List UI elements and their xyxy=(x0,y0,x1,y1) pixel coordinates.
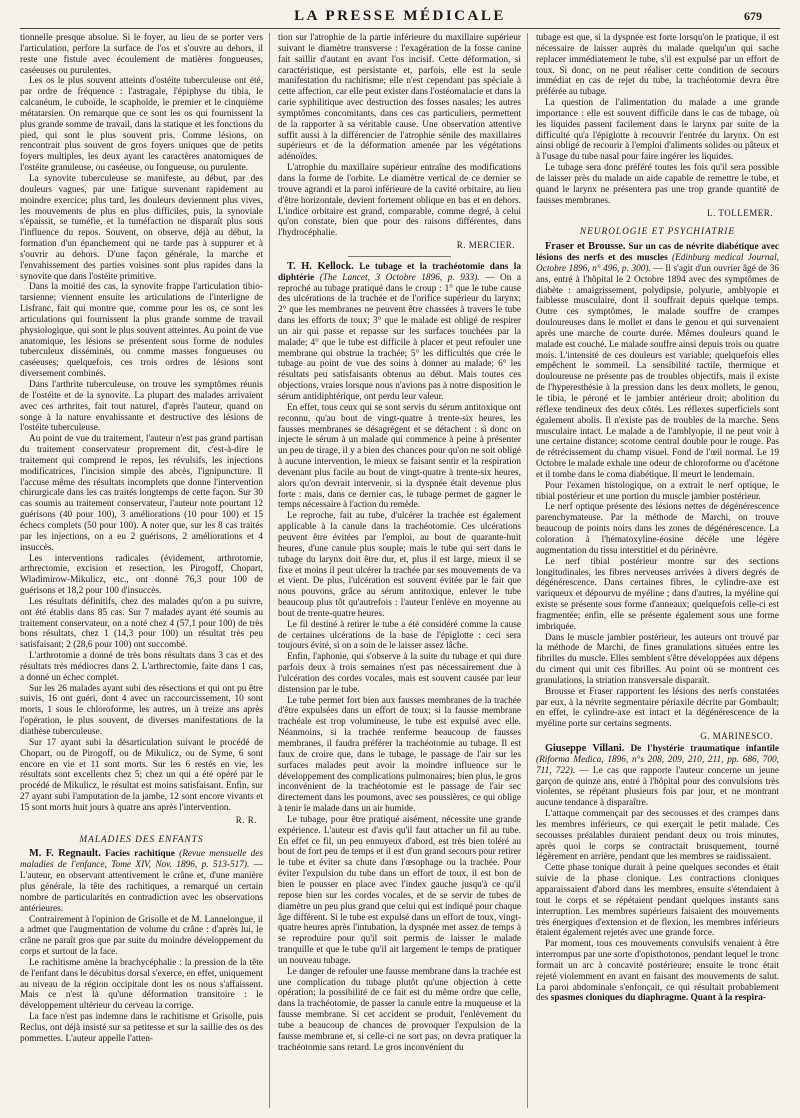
article-lead xyxy=(536,242,779,481)
separator-rule xyxy=(348,256,451,257)
paragraph: L'atrophie du maxillaire supérieur entraîne des modifications dans la forme de l'orbite. Le diamètre vertical de ce dernier se trouve agrandi et la paroi inférieure de la cavité orbitaire, au lieu d'être horizontale, devient fortement oblique en bas et en dehors. L'indice orbitaire est grand, comparable, comme degré, à celui qu'on constate, bien que pour des raisons différentes, dans l'hydrocéphalie. xyxy=(278,163,521,239)
signature: G. MARINESCO. xyxy=(700,731,773,742)
paragraph: Le rachitisme amène la brachycéphalie : la pression de la tête de l'enfant dans le décubitus dorsal s'exerce, en effet, uniquement au niveau de la région occipitale dont les os nous s'affaissent. Mais ce n'est là qu'une déformation transitoire : le développement ultérieur du cerveau la corrige. xyxy=(20,957,263,1012)
article-author: Fraser et Brousse. xyxy=(545,241,626,253)
column-divider xyxy=(269,33,270,1108)
section-heading: MALADIES DES ENFANTS xyxy=(79,834,204,845)
column-3 xyxy=(536,33,779,1111)
paragraph: Le fil destiné à retirer le tube a été considéré comme la cause de certaines ulcérations de la base de l'épiglotte : ceci sera toujours évité, si on a soin de le laisser assez lâche. xyxy=(278,619,521,652)
article-reference: (Riforma Medica, 1896, n°s 208, 209, 210, 211, pp. 686, 700, 711, 722). xyxy=(536,754,779,776)
article-author: Giuseppe Villani. xyxy=(545,743,625,754)
paragraph: Dans l'arthrite tuberculeuse, on trouve les symptômes réunis de l'ostéite et de la synovite. La plupart des malades arrivaient avec ces arthrites, fait tout naturel, d'après l'auteur, quand on songe à la nature envahissante et destructive des lésions de l'ostéite tuberculeuse. xyxy=(20,380,263,434)
page-number: 679 xyxy=(744,9,762,23)
article-text: — On a reproché au tubage pratiqué dans le croup : 1° que le tube cause des ulcérations de la trachée et de l'orifice supérieur du larynx; 2° que les membranes ne peuvent être chassées à travers le tube dans les efforts de toux; 3° que le malade est obligé de respirer un air qui passe et repasse sur les surfaces touchées par la malade; 4° que le tube est difficile à placer et peut refouler une membrane qui obstrue la trachée; 5° les difficultés que crée le tubage au point de vue des soins à donner au malade; 6° les résultats peu satisfaisants obtenus au début. Mais toutes ces objections, vraies lorsque nous n'avions pas à notre disposition le sérum antidiphtérique, ont perdu leur valeur. xyxy=(278,272,521,402)
paragraph: Brousse et Fraser rapportent les lésions des nerfs constatées par eux, à la névrite segmentaire périaxile décrite par Gombault; en effet, le cylindre-axe est intact et la dégénérescence de la myéline porte sur certains segments. xyxy=(536,686,779,730)
paragraph: Pour l'examen histologique, on a extrait le nerf optique, le tibial postérieur et une portion du muscle jambier postérieur. xyxy=(536,480,779,502)
article-title: Le tubage et la trachéotomie dans la diphtérie xyxy=(278,261,521,283)
article-title: De l'hystérie traumatique infantile xyxy=(630,744,779,754)
paragraph: Le nerf optique présente des lésions nettes de dégénérescence parenchymateuse. Par la méthode de Marchi, on trouve beaucoup de points noirs dans les zones de dégénérescence. La coloration à l'hématoxyline-éosine décèle une légère augmentation du tissu interstitiel et du périnèvre. xyxy=(536,502,779,556)
column-2 xyxy=(278,33,521,1111)
paragraph: tionnelle presque absolue. Si le foyer, au lieu de se porter vers l'articulation, perfore la surface de l'os et s'ouvre au dehors, il reste une fistule avec écoulement de matières fongueuses, caséeuses ou purulentes. xyxy=(20,33,263,76)
paragraph: La synovite tuberculeuse se manifeste, au début, par des douleurs vagues, par une fatigue survenant rapidement au moindre exercice; plus tard, les douleurs deviennent plus vives, les mouvements de plus en plus difficiles, puis, la synoviale s'épaissit, se tuméfie, et la tuméfaction ne disparaît plus sous l'influence du repos. Souvent, on observe, déjà au début, la formation d'un épanchement qui ne tarde pas à suppurer et à s'ouvrir au dehors. D'une façon générale, la marche et l'envahissement des parties voisines sont plus rapides dans la synovite que dans l'ostéite primitive. xyxy=(20,173,263,282)
paragraph: Le reproche, fait au tube, d'ulcérer la trachée est également applicable à la canule dans la trachéotomie. Ces ulcérations peuvent être évitées par l'emploi, au bout de quarante-huit heures, d'une canule plus souple; mais le tube qui sert dans le tubage du larynx doit être dur, et, plus il est large, mieux il se fixe et moins il peut ulcérer la trachée par ses mouvements de va et vient. De plus, l'ulcération est souvent évitée par le fait que nous pouvons, grâce au sérum antitoxique, enlever le tube beaucoup plus tôt qu'autrefois : l'auteur l'enlève en moyenne au bout de trente-quatre heures. xyxy=(278,511,521,619)
header-rule xyxy=(20,28,780,29)
article-text: — L'auteur, en observant attentivement le crâne et, d'une manière plus générale, la tête des rachitiques, a remarqué un certain nombre de particularités en contradiction avec les observations antérieures. xyxy=(20,860,263,914)
article-reference: (Revue mensuelle des maladies de l'enfance, Tome XIV, Nov. 1896, p. 513-517). xyxy=(20,849,263,871)
paragraph: Le tubage sera donc préféré toutes les fois qu'il sera possible de laisser près du malade un aide capable de remettre le tube, et quand le larynx ne présentera pas une trop grande quantité de fausses membranes. xyxy=(536,163,779,206)
paragraph: Le nerf tibial postérieur montre sur des sections longitudinales, les fibres nerveuses arrivées à divers degrés de dégénérescence. Dans certaines fibres, le cylindre-axe est variqueux et dépourvu de myéline ; dans d'autres, la myéline qui existe se présente sous forme d'anneaux; quelquefois celle-ci est fragmentée; enfin, elle se présente également sous une forme imbriquée. xyxy=(536,556,779,632)
paragraph-text: Par moment, tous ces mouvements convulsifs venaient à être interrompus par une sorte d'opisthotonos, pendant lequel le tronc formait un arc à concavité postérieure; ensuite le tronc était rejeté violemment en avant en faisant des mouvements de salut. La paroi abdominale s'enfonçait, ce qui résultait probablement des xyxy=(536,939,779,1004)
paragraph: L'arthrotomie a donné de très bons résultats dans 3 cas et des résultats très médiocres dans 2. L'arthrectomie, faite dans 1 cas, a donné un échec complet. xyxy=(20,651,263,683)
paragraph: Sur 17 ayant subi la désarticulation suivant le procédé de Chopart, ou de Pirogoff, ou de Mikulicz, ou de Syme, 6 sont encore en vie et 11 sont morts. Sur les 6 restés en vie, les résultats sont excellents chez 5; chez un qui a été opéré par le procédé de Mikulicz, le résultat est moins satisfaisant. Enfin, sur 27 ayant subi l'amputation de la jambe, 12 sont encore vivants et 15 sont morts huit jours à quatre ans après l'intervention. xyxy=(20,737,263,813)
paragraph: Sur les 26 malades ayant subi des résections et qui ont pu être suivis, 16 ont guéri, dont 4 avec un raccourcissement, 10 sont morts, 1 sous le chloroforme, les autres, un à treize ans après l'opération, le plus souvent, de diverses manifestations de la diathèse tuberculeuse. xyxy=(20,683,263,737)
journal-title: LA PRESSE MÉDICALE xyxy=(294,8,506,24)
paragraph: Les os le plus souvent atteints d'ostéite tuberculeuse ont été, par ordre de fréquence : l'astragale, l'épiphyse du tibia, le calcanéum, le cuboïde, le scaphoïde, le premier et le cinquième métatarsien. On remarque que ce sont les os qui fournissent la plus grande somme de travail, dans la statique et les fonctions du pied, qui sont le plus souvent pris. Comme lésions, on rencontrait plus souvent de gros foyers uniques que de petits foyers multiples, les deux ayant les caractères anatomiques de l'ostéite granuleuse, ou caséeuse, ou fongueuse, ou purulente. xyxy=(20,76,263,174)
paragraph xyxy=(536,939,779,1004)
page-header xyxy=(20,6,780,26)
paragraph: En effet, tous ceux qui se sont servis du sérum antitoxique ont reconnu, qu'au bout de vingt-quatre à trente-six heures, les fausses membranes se désagrègent et se détachent : si donc on injecte le sérum à un malade qui commence à peine à présenter un peu de tirage, il y a bien des chances pour qu'on ne soit obligé à aucune intervention, le mieux se faisant sentir et la respiration devenant plus facile au bout de vingt-quatre à trente-six heures, alors qu'on devrait intervenir, si la dyspnée était devenue plus forte : mais, dans ce dernier cas, le tubage permet de gagner le temps nécessaire à l'action du remède. xyxy=(278,402,521,511)
paragraph: tubage est que, si la dyspnée est forte lorsqu'on le pratique, il est nécessaire de laisser auprès du malade quelqu'un qui sache replacer immédiatement le tube, s'il est expulsé par un effort de toux. Si donc, on ne peut réaliser cette condition de secours immédiat en cas de rejet du tube, la trachéotomie devra être préférée au tubage. xyxy=(536,33,779,98)
column-divider xyxy=(527,33,528,1108)
signature: L. TOLLEMER. xyxy=(707,207,773,218)
paragraph: Le danger de refouler une fausse membrane dans la trachée est une complication du tubage plutôt qu'une objection à cette opération; la possibilité de ce fait est du même ordre que celle, dans la trachéotomie, de passer la canule entre la muqueuse et la fausse membrane. Si cet accident se produit, l'enlèvement du tube a beaucoup de chances de provoquer l'expulsion de la fausse membrane et, si celle-ci ne sort pas, on devra pratiquer la trachéotomie sans retard. Le gros inconvénient du xyxy=(278,966,521,1053)
article-text: — Il s'agit d'un ouvrier âgé de 36 ans, entré à l'hôpital le 2 Octobre 1894 avec des symptômes de diabète : amaigrissement, polydipsie, polyurie, amblyopie et faiblesse musculaire, dont il souffrait depuis quelque temps. Outre ces symptômes, le malade souffre de crampes douloureuses dans le mollet et dans le genou et qui survenaient après une marche de courte durée. Mêmes douleurs quand le malade est couché. Le malade souffre ainsi depuis trois ou quatre mois. L'intensité de ces douleurs est variable; quelquefois elles empêchent le sommeil. La sensibilité tactile, thermique et douloureuse ne présente pas de troubles objectifs, mais il existe de l'hyperesthésie à la pression dans les deux mollets, le genou, le tibia, le péroné et le jambier antérieur droit; abolition du réflexe tendineux des deux côtés. Les réflexes superficiels sont également abolis. Il n'existe pas de troubles de la marche. Sens musculaire intact. Le malade a de l'amblyopie, il ne peut voir à une certaine distance; scotome central double pour le rouge. Pas de rétrécissement du champ visuel. Fond de l'œil normal. Le 19 Octobre le malade exhale une odeur de chloroforme ou d'acétone et il tombe dans le coma diabétique. Il meurt le lendemain. xyxy=(536,263,779,480)
section-heading: NEUROLOGIE ET PSYCHIATRIE xyxy=(579,227,736,238)
paragraph: La face n'est pas indemne dans le rachitisme et Grisolle, puis Reclus, ont déjà insisté sur sa petitesse et sur la saillie des os des pommettes. L'auteur appelle l'atten- xyxy=(20,1012,263,1044)
paragraph: Enfin, l'aphonie, qui s'observe à la suite du tubage et qui dure parfois deux à trois semaines n'est pas nécessairement due à l'ulcération des cordes vocales, mais est souvent causée par leur distension par le tube. xyxy=(278,652,521,695)
article-lead xyxy=(278,262,521,403)
column-1 xyxy=(20,33,263,1111)
article-author: M. F. Regnault. xyxy=(29,848,101,860)
article-reference: (Edinburg medical Journal, Octobre 1896, n° 496, p. 300). xyxy=(536,253,779,274)
article-reference: (The Lancet, 3 Octobre 1896, p. 933). xyxy=(319,272,480,283)
article-title: Facies rachitique xyxy=(105,849,175,860)
article-lead xyxy=(20,849,263,914)
paragraph: Les résultats définitifs, chez des malades qu'on a pu suivre, ont été établis dans 85 cas. Sur 7 malades ayant été soumis au traitement conservateur, on a noté chez 4 (57,1 pour 100) de très bons résultats, chez 1 (14,3 pour 100) un résultat très peu satisfaisant; 2 (28,6 pour 100) ont succombé. xyxy=(20,596,263,651)
paragraph: Cette phase tonique durait à peine quelques secondes et était suivie de la phase clonique. Les contractions cloniques apparaissaient d'abord dans les membres, ensuite s'étendaient à tout le corps et se répétaient pendant quelques instants sans interruption. Les membres supérieurs faisaient des mouvements très énergiques d'extension et de flexion, les membres inférieurs étaient également rejetés avec une grande force. xyxy=(536,863,779,939)
paragraph: Le tube permet fort bien aux fausses membranes de la trachée d'être expulsées dans un effort de toux; si la fausse membrane trachéale est trop volumineuse, le tube est expulsé avec elle. Néanmoins, si la trachée renferme beaucoup de fausses membranes, il faudra préférer la trachéotomie au tubage. Il est faux de croire que, dans le tubage, le passage de l'air sur les surfaces malades peut avoir la moindre influence sur le développement des complications pulmonaires; bien plus, le gros inconvénient de la trachéotomie est le passage de l'air sec directement dans les poumons, avec ses poussières, ce qui oblige à tenir le malade dans un air humide. xyxy=(278,695,521,815)
paragraph: La question de l'alimentation du malade a une grande importance : elle est souvent difficile dans le cas de tubage, où les liquides passent facilement dans le larynx par suite de la difficulté qu'a l'épiglotte à recouvrir l'entrée du larynx. On est ainsi obligé de recourir à l'emploi d'aliments solides ou pâteux et à l'usage du tube nasal pour faire ingérer les liquides. xyxy=(536,98,779,163)
paragraph: Contrairement à l'opinion de Grisolle et de M. Lannelongue, il a admet que l'augmentation de volume du crâne : d'après lui, le crâne ne paraît gros que par suite du moindre développement du corps et surtout de la face. xyxy=(20,914,263,958)
paragraph: Dans le muscle jambier postérieur, les auteurs ont trouvé par la méthode de Marchi, de fines granulations situées entre les fibrilles du muscle. Elles semblent s'être développées aux dépens du ciment qui unit ces fibrilles. Au point où se montrent ces granulations, la striation transversale disparaît. xyxy=(536,632,779,686)
paragraph: tion sur l'atrophie de la partie inférieure du maxillaire supérieur suivant le diamètre transverse : l'exagération de la fosse canine fait saillir d'autant en avant l'os incisif. Cette déformation, si caractéristique, est persistante et, parfois, elle est la seule manifestation du rachitisme; elle n'est cependant pas spéciale à cette affection, car elle peut exister dans l'ostéomalacie et dans la carie syphilitique avec destruction des fosses nasales; les autres symptômes concomitants, dans ces cas particuliers, permettent de la rapporter à sa véritable cause. Une observation attentive suffit aussi à la différencier de l'atrophie sénile des maxillaires supérieurs et de la déformation amenée par les végétations adénoïdes. xyxy=(278,33,521,163)
signature: R. R. xyxy=(235,814,257,825)
paragraph: Dans la moitié des cas, la synovite frappe l'articulation tibio-tarsienne; viennent ensuite les articulations de l'interligne de Lisfranc, fait qui montre que, comme pour les os, ce sont les articulations qui fournissent la plus grande somme de travail physiologique, qui sont le plus souvent atteintes. Au point de vue anatomique, les lésions se présentent sous forme de nodules tuberculeux disséminés, ou comme masses fongueuses ou caséeuses; quelquefois, ces trois ordres de lésions sont diversement combinés. xyxy=(20,282,263,380)
paragraph: L'attaque commençait par des secousses et des crampes dans les membres inférieurs, ce qui exerçait le petit malade. Ces secousses préalables duraient pendant deux ou trois minutes, après quoi le corps se contractait brusquement, tourné légèrement en arrière, pendant que les membres se raidissaient. xyxy=(536,809,779,863)
article-text: — Le cas que rapporte l'auteur concerne un jeune garçon de quinze ans, entré à l'hôpital pour des convulsions très violentes, se répétant plusieurs fois par jour, et ne montrant aucune tendance à disparaître. xyxy=(536,765,779,809)
paragraph: Au point de vue du traitement, l'auteur n'est pas grand partisan du traitement conservateur proprement dit, c'est-à-dire le traitement qui comprend le repos, les révulsifs, les injections modificatrices, l'incision simple des abcès, l'ignipuncture. Il l'accuse même des résultats incomplets que donne l'intervention chirurgicale dans les cas traités longtemps de cette façon. Sur 30 cas soumis au traitement conservateur, l'auteur note pourtant 12 guérisons (40 pour 100), 3 améliorations (10 pour 100) et 15 échecs complets (50 pour 100). A noter que, sur les 8 cas traités par les injections, on a eu 2 guérisons, 2 améliorations et 4 insuccès. xyxy=(20,434,263,553)
paragraph: Le tubage, pour être pratiqué aisément, nécessite une grande expérience. L'auteur est d'avis qu'il faut attacher un fil au tube. En effet ce fil, un peu ennuyeux d'abord, est très bien toléré au bout de fort peu de temps et il est d'un grand secours pour retirer le tube et éviter sa chute dans l'œsophage ou la trachée. Pour éviter l'expulsion du tube dans un effort de toux, il est bon de bien le pousser en place avec l'index gauche jusqu'à ce qu'il repose bien sur les cordes vocales, et de se servir de tubes de diamètre un peu plus grand que celui qui est indiqué pour chaque âge différent. Si le tube est expulsé dans un effort de toux, vingt-quatre heures après l'intubation, la dyspnée met assez de temps à se reproduire pour qu'il soit permis de laisser le malade tranquille et que le tube qu'il ait largement le temps de pratiquer un nouveau tubage. xyxy=(278,814,521,966)
paragraph: Les interventions radicales (évidement, arthrotomie, arthrectomie, excision et resection, les Pirogoff, Chopart, Wladimirow-Mikulicz, etc., ont donné 76,3 pour 100 de guérisons et 18,2 pour 100 d'insuccès. xyxy=(20,553,263,597)
article-title: Sur un cas de névrite diabétique avec lésions des nerfs et des muscles xyxy=(536,242,779,264)
signature: R. MERCIER. xyxy=(456,240,515,251)
paragraph-bold-tail: spasmes cloniques du diaphragme. Quant à la respira- xyxy=(550,993,766,1004)
article-author: T. H. Kellock. xyxy=(287,260,354,272)
article-lead xyxy=(536,744,779,809)
